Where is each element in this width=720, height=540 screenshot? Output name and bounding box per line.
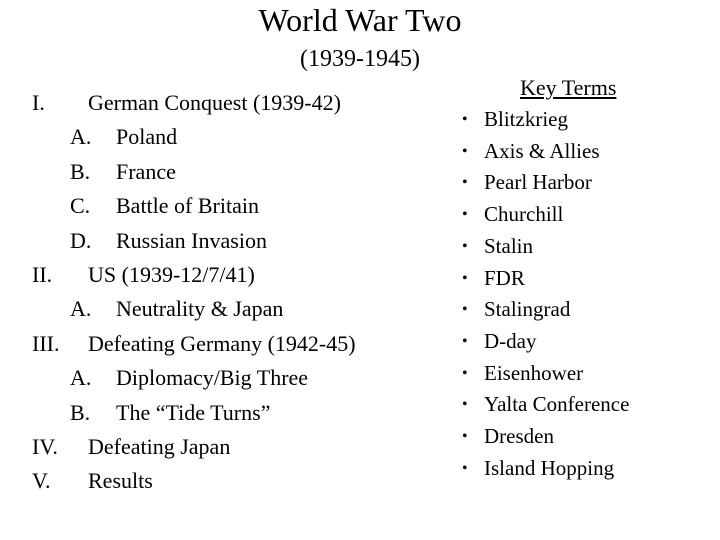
key-term-item [462, 231, 712, 263]
outline-item [32, 258, 432, 292]
outline-subitem [32, 120, 432, 154]
outline-list [32, 86, 432, 499]
outline-text: Results [88, 468, 153, 494]
key-term-text: Eisenhower [484, 360, 584, 385]
key-term-item [462, 326, 712, 358]
bullet-icon: • [462, 111, 468, 128]
outline-text: Battle of Britain [116, 193, 259, 219]
outline-letter: B. [70, 158, 91, 184]
key-term-item [462, 136, 712, 168]
key-term-item [462, 199, 712, 231]
outline-text: Neutrality & Japan [116, 296, 284, 322]
bullet-icon: • [462, 364, 468, 382]
key-term-text: Island Hopping [484, 455, 615, 480]
outline-subitem [32, 189, 432, 223]
key-term-item [462, 453, 712, 485]
outline-number: V. [32, 468, 51, 494]
outline-letter: B. [70, 399, 91, 425]
outline-text: Diplomacy/Big Three [116, 365, 309, 391]
key-term-text: Dresden [484, 424, 554, 449]
key-term-text: Blitzkrieg [484, 107, 568, 131]
outline-number: II. [32, 261, 53, 287]
outline-text: Russian Invasion [116, 227, 267, 253]
outline-subitem [32, 155, 432, 189]
outline-text: Defeating Germany (1942-45) [88, 330, 356, 356]
bullet-icon: • [462, 396, 468, 414]
outline-letter: A. [70, 124, 92, 150]
outline-text: Poland [116, 124, 178, 150]
key-term-item [462, 389, 712, 421]
outline-letter: C. [70, 193, 91, 219]
key-term-item [462, 294, 712, 326]
key-term-item [462, 263, 712, 295]
bullet-icon: • [462, 301, 468, 319]
key-term-item [462, 104, 712, 136]
outline-item [32, 464, 432, 498]
key-term-text: D-day [484, 328, 537, 353]
key-terms-list [462, 104, 712, 484]
outline-subitem [32, 396, 432, 430]
key-term-text: Axis & Allies [484, 138, 600, 163]
key-term-text: Yalta Conference [484, 392, 630, 417]
outline-item [32, 430, 432, 464]
outline-item [32, 86, 432, 120]
slide-subtitle: (1939-1945) [300, 46, 420, 72]
outline-letter: A. [70, 365, 92, 391]
outline-subitem [32, 292, 432, 326]
outline-text: The “Tide Turns” [116, 399, 271, 425]
outline-subitem [32, 224, 432, 258]
key-term-text: Pearl Harbor [484, 170, 592, 195]
outline-text: Defeating Japan [88, 433, 231, 459]
slide-title: World War Two [258, 2, 462, 38]
outline-text: France [116, 158, 176, 184]
bullet-icon: • [462, 269, 468, 287]
outline-item [32, 327, 432, 361]
key-term-item [462, 421, 712, 453]
bullet-icon: • [462, 459, 468, 477]
bullet-icon: • [462, 332, 468, 350]
outline-text: German Conquest (1939-42) [88, 90, 341, 115]
key-term-text: FDR [484, 265, 525, 290]
outline-number: I. [32, 90, 45, 115]
outline-number: IV. [32, 433, 58, 459]
outline-subitem [32, 361, 432, 395]
key-term-text: Churchill [484, 202, 564, 227]
outline-letter: D. [70, 227, 92, 253]
key-term-text: Stalin [484, 233, 534, 258]
outline-letter: A. [70, 296, 92, 322]
key-term-item [462, 167, 712, 199]
bullet-icon: • [462, 174, 468, 192]
outline-number: III. [32, 330, 60, 356]
bullet-icon: • [462, 142, 468, 160]
outline-text: US (1939-12/7/41) [88, 261, 255, 287]
key-term-item [462, 358, 712, 390]
key-term-text: Stalingrad [484, 297, 571, 322]
bullet-icon: • [462, 237, 468, 255]
key-terms-heading: Key Terms [520, 75, 617, 100]
bullet-icon: • [462, 428, 468, 446]
bullet-icon: • [462, 206, 468, 224]
